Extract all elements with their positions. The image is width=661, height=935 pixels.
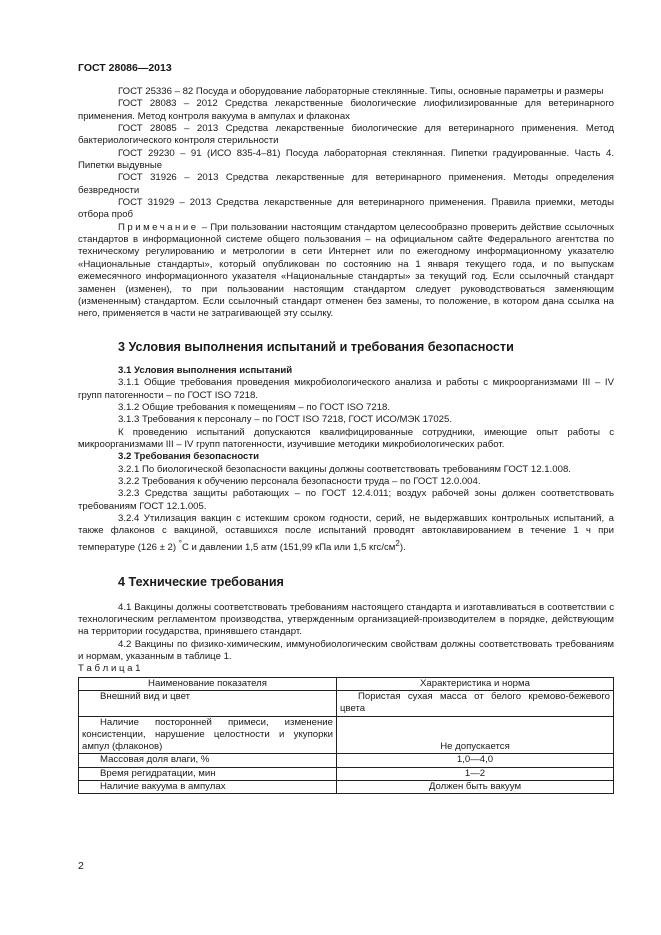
paragraph-3-1-1: 3.1.1 Общие требования проведения микробиологического анализа и работы с микроорганизмами III – IV групп патогенности – по ГОСТ ISO 7218. <box>78 377 614 401</box>
table-row <box>79 716 614 754</box>
document-body <box>78 86 614 794</box>
table-row <box>79 754 614 767</box>
table-row <box>79 767 614 780</box>
paragraph-3-1-3: 3.1.3 Требования к персоналу – по ГОСТ ISO 7218, ГОСТ ИСО/МЭК 17025. <box>118 414 453 426</box>
table-row <box>79 781 614 794</box>
degree-symbol: ° <box>178 538 182 548</box>
paragraph-3-2-1: 3.2.1 По биологической безопасности вакцины должны соответствовать требованиям ГОСТ 12.1.008. <box>118 463 571 475</box>
paragraph-3-2-4-part-2: С и давлении 1,5 атм (151,99 кПа или 1,5 кгс/см <box>181 541 396 553</box>
paragraph-3-1-3-continued: К проведению испытаний допускаются квалифицированные сотрудники, имеющие опыт работы с микроорганизмами III – IV групп патогенности, изучившие методики микробиологических работ. <box>78 426 614 450</box>
table-cell-indicator: Наличие посторонней примеси, изменение консистенции, нарушение целостности и укупорки ампул (флаконов) <box>79 716 337 754</box>
document-header: ГОСТ 28086—2013 <box>78 62 172 74</box>
paragraph-3-2-4-part-1: 3.2.4 Утилизация вакцин с истекшим сроком годности, серий, не выдержавших контрольных испытаний, а также флаконов с вакциной, оставшихся после испытаний проводят автоклавированием в течение 1 ч при температуре (126 ± 2) <box>78 513 614 553</box>
table-header-row <box>79 677 614 690</box>
table-cell-norm: 1—2 <box>337 767 614 780</box>
reference-item: ГОСТ 31929 – 2013 Средства лекарственные для ветеринарного применения. Правила приемки, методы отбора проб <box>78 197 614 221</box>
reference-item: ГОСТ 31926 – 2013 Средства лекарственные для ветеринарного применения. Методы определения безвредности <box>78 172 614 196</box>
table-row <box>79 690 614 716</box>
paragraph-3-2-2: 3.2.2 Требования к обучению персонала безопасности труда – по ГОСТ 12.0.004. <box>118 475 481 487</box>
superscript-2: 2 <box>395 538 400 548</box>
subsection-3-1-title: 3.1 Условия выполнения испытаний <box>118 364 293 376</box>
table-cell-indicator: Время регидратации, мин <box>79 767 337 780</box>
note-paragraph <box>78 222 614 321</box>
table-header-cell: Наименование показателя <box>79 677 337 690</box>
section-4-title: 4 Технические требования <box>118 575 284 590</box>
reference-item: ГОСТ 28085 – 2013 Средства лекарственные биологические для ветеринарного применения. Метод бактериологического контроля стерильности <box>78 123 614 147</box>
table-cell-indicator: Массовая доля влаги, % <box>79 754 337 767</box>
paragraph-3-2-3: 3.2.3 Средства защиты работающих – по ГОСТ 12.4.011; воздух рабочей зоны должен соответствовать требованиям ГОСТ 12.1.005. <box>78 488 614 512</box>
table-cell-indicator: Наличие вакуума в ампулах <box>79 781 337 794</box>
paragraph-4-2: 4.2 Вакцины по физико-химическим, иммунобиологическим свойствам должны соответствовать требованиям и нормам, указанным в таблице 1. <box>78 638 614 662</box>
table-cell-norm: Пористая сухая масса от белого кремово-бежевого цвета <box>337 690 614 716</box>
table-header-cell: Характеристика и норма <box>337 677 614 690</box>
table-cell-norm: 1,0—4,0 <box>337 754 614 767</box>
table-cell-norm: Должен быть вакуум <box>337 781 614 794</box>
paragraph-4-1: 4.1 Вакцины должны соответствовать требованиям настоящего стандарта и изготавливаться в соответствии с технологическим регламентом производства, утвержденным организацией-производителем в порядке, действующим на территории государства, принявшего стандарт. <box>78 601 614 638</box>
reference-item: ГОСТ 28083 – 2012 Средства лекарственные биологические лиофилизированные для ветеринарного применения. Метод контроля вакуума в ампулах и флаконах <box>78 98 614 122</box>
subsection-3-2-title: 3.2 Требования безопасности <box>118 451 259 463</box>
section-3-title: 3 Условия выполнения испытаний и требования безопасности <box>118 339 514 354</box>
paragraph-3-2-4-part-3: ). <box>399 541 406 553</box>
note-label: Примечание <box>118 221 199 233</box>
paragraph-3-1-2: 3.1.2 Общие требования к помещениям – по ГОСТ ISO 7218. <box>118 401 391 413</box>
requirements-table <box>78 677 614 795</box>
paragraph-3-2-4 <box>78 513 614 554</box>
table-cell-norm: Не допускается <box>337 716 614 754</box>
reference-item: ГОСТ 25336 – 82 Посуда и оборудование лабораторные стеклянные. Типы, основные параметры и размеры <box>118 86 604 97</box>
note-text: – При пользовании настоящим стандартом целесообразно проверить действие ссылочных стандартов в информационной системе общего пользования – на официальном сайте Федерального агентства по техническому регулированию и метрологии в сети Интернет или по ежегодному информационному указателю «Национальные стандарты», который опубликован по состоянию на 1 января текущего года, и по выпускам ежемесячного информационного указателя «Национальные стандарты» за текущий год. Если ссылочный стандарт заменен (изменен), то при пользовании настоящим стандартом следует руководствоваться заменяющим (измененным) стандартом. Если ссылочный стандарт отменен без замены, то положение, в котором дана ссылка на него, применяется в части не затрагивающей эту ссылку. <box>78 221 614 320</box>
reference-item: ГОСТ 29230 – 91 (ИСО 835-4–81) Посуда лабораторная стеклянная. Пипетки градуированные. Часть 4. Пипетки выдувные <box>78 147 614 172</box>
table-caption: Т а б л и ц а 1 <box>78 663 141 675</box>
page-number: 2 <box>78 860 84 872</box>
table-cell-indicator: Внешний вид и цвет <box>79 690 337 716</box>
